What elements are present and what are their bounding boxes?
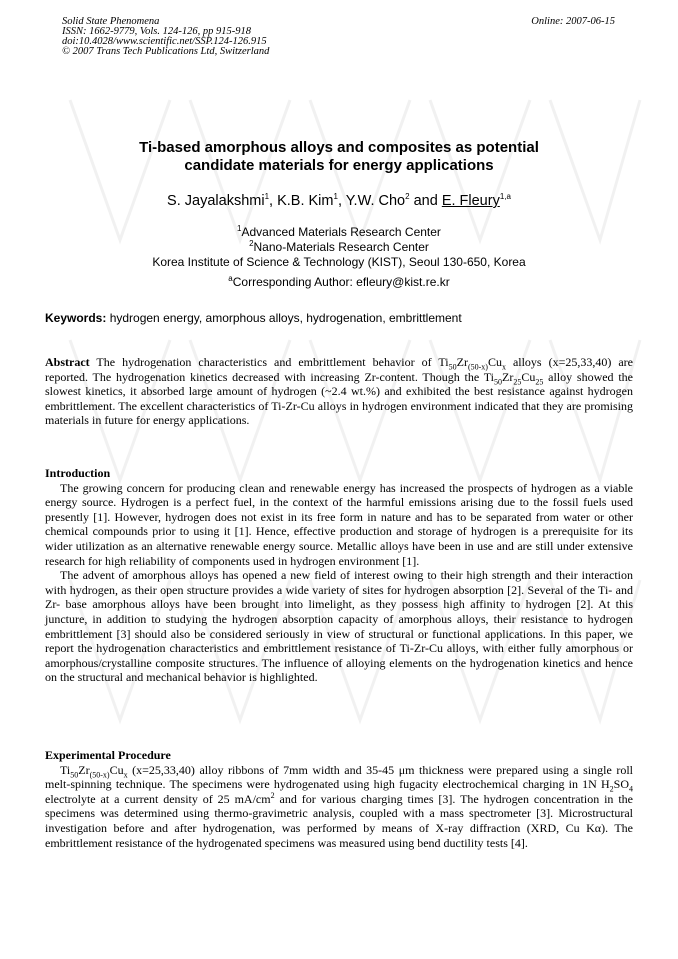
affiliations <box>0 225 678 270</box>
author-affil-mark: 1 <box>333 192 338 202</box>
subscript: 50 <box>448 362 457 372</box>
abstract-text: The hydrogenation characteristics and embrittlement behavior of Ti <box>89 355 449 369</box>
subscript: 25 <box>513 376 522 386</box>
corresponding-author-name: E. Fleury <box>441 193 500 209</box>
author-affil-mark: 2 <box>405 192 410 202</box>
author-affil-mark: 1 <box>264 192 270 202</box>
subscript: 2 <box>609 784 614 794</box>
superscript: 2 <box>270 790 275 800</box>
title-line-1: Ti-based amorphous alloys and composites as potential <box>139 139 539 156</box>
paper-title <box>0 139 678 175</box>
author-name: , K.B. Kim <box>269 193 334 209</box>
abstract-text: Zr <box>502 369 514 384</box>
section-heading: Introduction <box>45 466 111 480</box>
corresponding-author <box>0 275 678 290</box>
paragraph: The advent of amorphous alloys has opened a new field of interest owing to their high strength and their interaction with hydrogen, as their open structure provides a wide variety of sites for hydrogen absorption [2]. Several of the Ti- and Zr- base amorphous alloys have been brought into limelight, as they possess high affinity to hydrogen [2]. At this juncture, in addition to studying the hydrogen absorption capacity of amorphous alloys, their resistance to hydrogen embrittlement [3] should also be considered seriously in view of structural or functional applications. In this paper, we report the hydrogenation characteristics and embrittlement resistance of Ti-Zr-Cu alloys, with either fully amorphous or amorphous/crystalline composite structures. The influence of alloying elements on the hydrogenation kinetics and hence on the structural and mechanical behavior is highlighted. <box>45 568 633 685</box>
journal-header <box>62 17 269 57</box>
keywords <box>45 311 462 326</box>
affiliation-2 <box>0 240 678 255</box>
journal-name: Solid State Phenomena <box>62 16 160 27</box>
affil-text: Nano-Materials Research Center <box>253 240 429 254</box>
abstract-text: Cu <box>521 369 536 384</box>
corr-mark: a <box>228 274 233 283</box>
copyright-line: © 2007 Trans Tech Publications Ltd, Switzerland <box>62 46 270 57</box>
online-date: Online: 2007-06-15 <box>531 16 615 27</box>
paragraph-text: (x=25,33,40) alloy ribbons of 7mm width and 35-45 μm thickness were prepared using a single roll melt-spinning technique. The specimens were hydrogenated using high fugacity electrochemical charging in 1N H <box>45 762 633 792</box>
subscript: x <box>123 769 128 779</box>
abstract-text: Cu <box>487 355 502 369</box>
abstract <box>45 355 633 428</box>
subscript: 25 <box>535 376 544 386</box>
affil-text: Advanced Materials Research Center <box>241 225 441 239</box>
paragraph: The growing concern for producing clean and renewable energy has increased the prospects of hydrogen as a viable energy source. Hydrogen is a perfect fuel, in the context of the harmful emissions arising due to the fossil fuels used presently [1]. However, hydrogen does not exist in its free form in nature and has to be separated from water or other chemical compounds prior to using it [1]. Hence, effective production and storage of hydrogen is a prerequisite for its wider utilization as an alternative renewable energy source. Metallic alloys have been in use and are still under extensive research for high reliability of components used in hydrogen environment [1]. <box>45 480 633 568</box>
affiliation-1 <box>0 225 678 240</box>
subscript: x <box>501 362 506 372</box>
subscript: 50 <box>494 376 502 386</box>
affil-mark: 1 <box>237 224 242 233</box>
experimental-section <box>45 748 633 850</box>
keywords-text: hydrogen energy, amorphous alloys, hydrogenation, embrittlement <box>106 311 462 325</box>
author-list <box>0 192 678 210</box>
subscript: 50 <box>70 769 79 779</box>
introduction-section <box>45 466 633 685</box>
paragraph-text: SO <box>613 777 629 792</box>
author-name: , Y.W. Cho <box>337 193 406 209</box>
abstract-label: Abstract <box>45 355 90 369</box>
paragraph-text: Cu <box>109 762 124 777</box>
issn-line: ISSN: 1662-9779, Vols. 124-126, pp 915-918 <box>62 26 251 37</box>
subscript: (50-x) <box>89 769 110 779</box>
author-name: S. Jayalakshmi <box>167 193 265 209</box>
paragraph-text: Zr <box>78 762 90 777</box>
title-line-2: candidate materials for energy applications <box>184 157 494 174</box>
corr-text: Corresponding Author: efleury@kist.re.kr <box>232 275 450 289</box>
author-affil-mark: 1,a <box>499 192 511 202</box>
paragraph <box>45 763 633 851</box>
paragraph-text: electrolyte at a current density of 25 mA/cm <box>45 791 271 806</box>
affiliation-3: Korea Institute of Science & Technology (KIST), Seoul 130-650, Korea <box>152 255 526 269</box>
affil-mark: 2 <box>249 239 254 248</box>
abstract-paragraph <box>45 355 633 428</box>
author-conjunction: and <box>409 193 442 209</box>
keywords-label: Keywords: <box>45 311 107 325</box>
paragraph-text: Ti <box>60 762 71 777</box>
subscript: 4 <box>629 784 633 794</box>
doi-line: doi:10.4028/www.scientific.net/SSP.124-126.915 <box>62 36 267 47</box>
paragraph-text: and for various charging times [3]. The hydrogen concentration in the specimens was determined using thermo-gravimetric analysis, coupled with a mass spectrometer [3]. Microstructural investigation before and after hydrogenation, was performed by means of X-ray diffraction (XRD, Cu Kα). The embrittlement resistance of the hydrogenated specimens was measured using bend ductility tests [4]. <box>45 791 633 850</box>
abstract-text: Zr <box>456 355 468 369</box>
subscript: (50-x) <box>467 362 488 372</box>
section-heading: Experimental Procedure <box>45 748 171 762</box>
abstract-text: alloys (x=25,33,40) are reported. The hydrogenation kinetics decreased with increasing Zr-content. Though the Ti <box>45 355 633 384</box>
abstract-text: alloy showed the slowest kinetics, it absorbed large amount of hydrogen (~2.4 wt.%) and exhibited the best resistance against hydrogen embrittlement. The excellent characteristics of Ti-Zr-Cu alloys in hydrogen environment indicated that they are promising materials in future for energy applications. <box>45 369 633 428</box>
